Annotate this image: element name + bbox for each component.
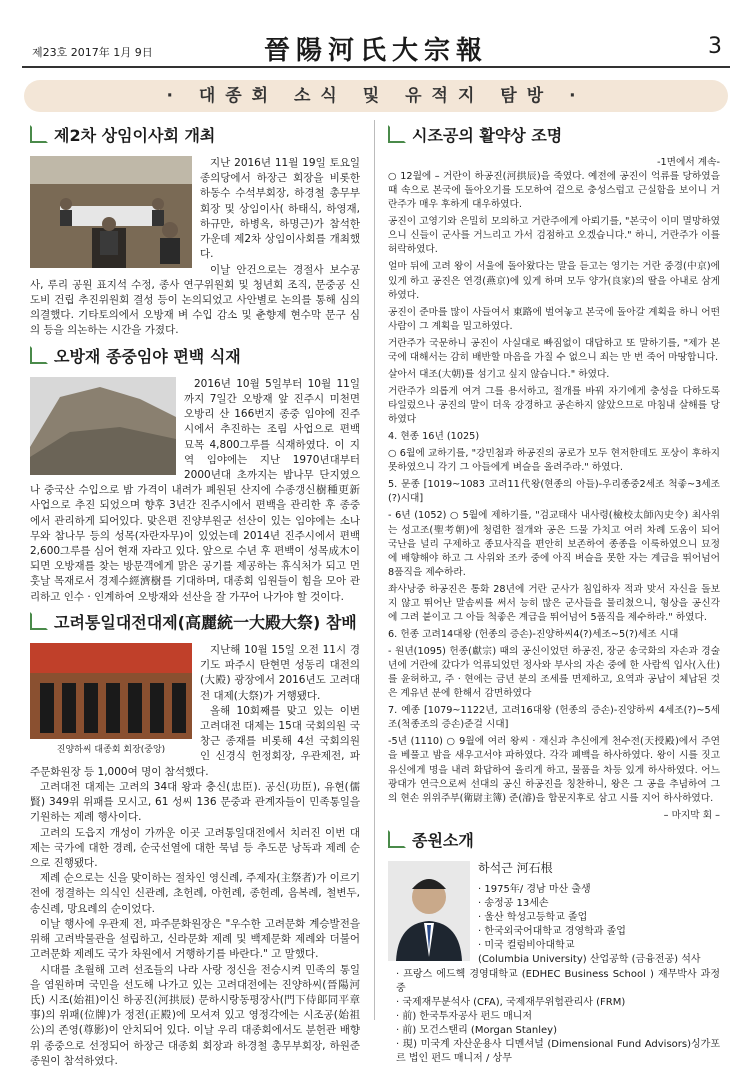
article-title: 오방재 종중임야 편백 식재: [30, 345, 360, 369]
section-banner: · 대종회 소식 및 유적지 탐방 ·: [24, 80, 728, 112]
bio-item: · 現) 미국계 자산운용사 디멘셔널 (Dimensional Fund Advisors)싱가포르 법인 펀드 매니저 / 상무: [396, 1038, 720, 1064]
bio-item: · 프랑스 에드헥 경영대학교 (EDHEC Business School ) 재무박사 과정 중: [396, 968, 720, 994]
ceremony-photo: [30, 643, 192, 739]
member-career-list: [388, 968, 720, 1066]
right-column: [388, 118, 720, 1066]
photo-board-meeting: [30, 156, 192, 273]
photo-ceremony: [30, 643, 192, 756]
newspaper-title: 晉陽河氏大宗報: [263, 36, 488, 66]
bio-item: · 송정공 13세손: [478, 897, 549, 909]
photo-caption: 진양하씨 대종회 회장(중앙): [56, 745, 166, 756]
bio-item: · 한국외국어대학교 경영학과 졸업: [478, 925, 626, 937]
member-profile: [388, 861, 720, 968]
meeting-room-photo: [30, 156, 192, 268]
bio-item: · 前) 한국투자공사 펀드 매니저: [396, 1010, 533, 1022]
left-column: [30, 118, 360, 1069]
title-marker-icon: [30, 346, 48, 364]
forest-hill-photo: [30, 377, 176, 475]
column-divider: [374, 120, 375, 1020]
portrait-photo: [388, 861, 470, 961]
bio-item: · 미국 컬럼비아대학교: [478, 939, 575, 951]
issue-date: 제23호 2017年 1月 9日: [32, 46, 153, 59]
photo-forest: [30, 377, 176, 480]
bio-item: (Columbia University) 산업공학 (금융전공) 석사: [478, 953, 701, 965]
member-name: 하석근 河石根: [478, 860, 553, 875]
article-title: 고려통일대전대제(高麗統一大殿大祭) 참배: [30, 611, 360, 635]
article-title: 제2차 상임이사회 개최: [30, 124, 360, 148]
bio-item: · 울산 학성고등학교 졸업: [478, 911, 588, 923]
bio-item: · 1975年/ 경남 마산 출생: [478, 883, 591, 895]
article-board-meeting: 제2차 상임이사회 개최 지난 2016년 11월 19일 토요일 종의당에서 하장근 회장을 비롯한 하동수 수석부회장, 하경철 총무부회장 및 상임이사( 하태식, 하영재, 하규만, 하병옥, 하명근)가 참석한 가운데 제2차 상임이사회를 개최했다. 이날 안건으로는 경절사 보수공사, 루리 공원 표지석 수정, 종사 연구위원회 및 청년회 조직, 문중공 신도비 건립 추진위원회 결성 등이 논의되었고 사안별로 논의를 통해 심의 의결했다. 기타토의에서 오방재 벼 수입 감소 및 춘향제 현수막 문구 심의 등을 의논하는 시간을 가졌다.: [30, 126, 360, 337]
article-member-intro: [388, 829, 720, 1066]
bio-item: · 국제재무분석사 (CFA), 국제재무위험관리사 (FRM): [396, 996, 626, 1008]
masthead: [22, 30, 730, 68]
article-title: 종원소개: [388, 829, 720, 853]
article-goryeo-ceremony: 고려통일대전대제(高麗統一大殿大祭) 참배 진양하씨 대종회 회장(중앙) 지난해 10월 15일 오전 11시 경기도 파주시 탄현면 성동리 대전의(大殿) 광장에서 2016년도 고려대전 대제(大祭)가 거행됐다. 올해 10회째를 맞고 있는 이번 고려대전 대제는 15대 국회의원 국창근 종재를 비롯해 4선 국회의원인 신경식 헌정회장, 우관제전, 파주문화원장 등 1,000여 명이 참석했다. 고려대전 대제는 고려의 34대 왕과 충신(忠臣). 공신(功臣), 유현(儒賢) 349위 위패를 모시고, 61 성씨 136 문중과 관계자들이 민족통일을 기원하는 제례 행사이다. 고려의 도읍지 개성이 가까운 이곳 고려통일대전에서 치러진 이번 대제는 국가에 대한 경례, 순국선열에 대한 묵념 등 추도문 낭독과 제례 순으로 진행됐다. 제례 순으로는 신을 맞이하는 절차인 영신례, 주제자(主祭者)가 이르기 전에 정결하는 의식인 신관례, 초헌례, 아헌례, 종헌례, 음복례, 철변두, 송신례, 망요례의 순이었다. 이날 행사에 우관제 전, 파주문화원장은 "우수한 고려문화 계승발전을 위해 고려박물관을 설립하고, 신라문화 제례 및 백제문화 제례와 더불어 고려문화 제례도 국가 차원에서 거행하기를 바란다." 고 말했다. 시대를 초월해 고려 선조들의 나라 사랑 정신을 전승시켜 민족의 통일을 염원하며 국민을 선도해 나가고 있는 고려대전에는 진양하씨(晉陽河氏) 시조(始祖)이신 하공진(河拱辰) 문하시랑동평장사(門下侍郞同平章事)의 위패(位牌)가 정전(正殿)에 모셔져 있고 영정각에는 시조공(始祖公)의 존영(尊影)이 안치되어 있다. 이날 우리 대종회에서도 분헌관 배향 위 종중으로 선정되어 하장근 대종회 회장과 하경철 총무부회장, 하원준 종원이 참석하였다.: [30, 612, 360, 1067]
article-title: 시조공의 활약상 조명: [388, 124, 720, 148]
page-number: 3: [708, 34, 722, 59]
member-photo: [388, 861, 470, 966]
article-founder-history: 시조공의 활약상 조명 -1면에서 계속- ○ 12월에 – 거란이 하공진(河拱辰)을 죽였다. 예전에 공진이 억류를 당하였을 때 속으로 본국에 돌아오기를 도모하여 겉으로 충성스럽고 근실함을 보이니 거란주가 매우 후하게 대우하였다. 공진이 고영기와 은밀히 모의하고 거란주에게 아뢰기를, "본국이 이미 멸망하였으니 신들이 군사를 거느리고 가서 검점하고 오겠습니다." 하니, 거란주가 이를 허락하였다. 얼마 뒤에 고려 왕이 서울에 돌아왔다는 말을 듣고는 영기는 거란 중경(中京)에 있게 하고 공진은 연경(燕京)에 있게 하며 모두 양가(良家)의 딸을 아내로 삼게 하였다. 공진이 준마를 많이 사들여서 東路에 벌여놓고 본국에 돌아갈 계획을 하니 어떤 사람이 그 계획을 밀고하였다. 거란주가 국문하니 공진이 사실대로 빠짐없이 대답하고 또 말하기를, "제가 본국에 대해서는 감히 배반할 마음을 가질 수 없으니 죄는 만 번 죽어 마땅합니다. 살아서 대조(大朝)를 섬기고 싶지 않습니다." 하였다. 거란주가 의롭게 여겨 그를 용서하고, 절개를 바꿔 자기에게 충성을 다하도록 타일렀으나 공진의 말이 더욱 강경하고 공손하지 않았으므로 마침내 살해를 당하였다 4. 현종 16년 (1025) ○ 6월에 교하기를, "강민첨과 하공진의 공로가 모두 현저한데도 포상이 후하지 못하였으니 각기 그 아들에게 벼슬을 올려주라." 하였다. 5. 문종 [1019~1083 고려11代왕(현종의 아들)-우리종중2세조 척좋~3세조(?)시대] - 6년 (1052) ○ 5월에 제하기를, "검교태사 내사령(檢校太師內史令) 최사위는 성고조(聖考朝)에 청렴한 절개와 공은 드물 가치고 여러 차례 도움이 되어 국난을 널리 구제하고 종묘사직을 편안히 보존하여 종종을 이룩하였으니 묘정에 배향해야 하고 그 사위와 조카 중에 아직 벼슬을 못한 자는 계급을 뛰어넘어 8품직을 제수하라. 좌사낭중 하공진은 통화 28년에 거란 군사가 침입하자 적과 맞서 자신을 돌보지 않고 뛰어난 말솜씨를 써서 능히 많은 군사들을 물리쳤으니, 형상을 공신각에 그려 붙이고 그 아들 척좋은 계급을 뛰어넘어 5품직을 제수하라." 하였다. 6. 헌종 고려14대왕 (헌종의 증손)-진양하씨4(?)세조~5(?)세조 시대 - 원년(1095) 헌종(獻宗) 때의 공신이었던 하공진, 장군 송국화의 자손과 경술년에 거란에 갔다가 억류되었던 정사와 부사의 자손 중에 한 사람씩 입사(入仕)를 윤허하고, 주 · 현에는 금년 분의 조세를 면제하고, 요역과 공납이 체납된 것은 계유년 분에 한해서 감면하였다 7. 예종 [1079~1122년, 고려16대왕 (헌종의 증손)-진양하씨 4세조(?)~5세조(척종조의 증손)준걸 시대] -5년 (1110) ○ 9월에 여러 왕씨 · 재신과 추신에게 천수전(天授殿)에서 주연을 베풀고 밤을 새우고서야 파하였다. 각각 폐백을 하사하였다. 왕이 시를 짓고 유신에게 명을 내려 화답하여 올리게 하고, 물품을 차등 있게 하사하였다. 어느 광대가 연극으로써 선대의 공신 하공진을 칭찬하니, 왕은 그 공을 추념하여 그의 현손 위위주부(衛尉主簿) 준(濬)을 합문지후로 삼고 시를 지어 하사하였다. – 마지막 회 –: [388, 124, 720, 823]
title-marker-icon: [30, 125, 48, 143]
ending-note: – 마지막 회 –: [663, 809, 720, 821]
title-marker-icon: [388, 830, 406, 848]
article-tree-planting: 오방재 종중임야 편백 식재 2016년 10월 5일부터 10월 11일까지 7일간 오방재 앞 진주시 미천면 오방리 산 166번지 종중 임야에 진주시에서 추진하는 조림 사업으로 편백 묘목 4,800그루를 식재하였다. 이 지역 임야에는 지난 1970년대부터 2000년대 초까지는 밤나무 단지였으나 중국산 수입으로 밤 가격이 내려가 폐원된 산지에 수종갱신樹種更新 사업으로 추진 되었으며 향후 3년간 진주시에서 편백을 관리한 후 종중에서 관리하게 되어있다. 맞은편 진양부원군 선산이 있는 임야에는 소나무와 참나무 등의 성목(자란자무)이 있었는데 2014년 진주시에서 편백 2,600그루를 심어 현재 자라고 있다. 앞으로 수년 후 편백이 성목成木이 되면 오방재를 찾는 방문객에게 맑은 공기를 제공하는 휴식처가 되고 먼 훗날 목재로서 경제수經濟樹를 기대하며, 대종회 임원들이 힘을 모아 관리하고 인수 · 인계하여 오방재와 선산을 잘 가꾸어 나가야 할 것이다.: [30, 346, 360, 603]
title-marker-icon: [388, 125, 406, 143]
bio-item: · 前) 모건스탠리 (Morgan Stanley): [396, 1024, 557, 1036]
title-marker-icon: [30, 612, 48, 630]
continued-note: -1면에서 계속-: [656, 157, 720, 168]
